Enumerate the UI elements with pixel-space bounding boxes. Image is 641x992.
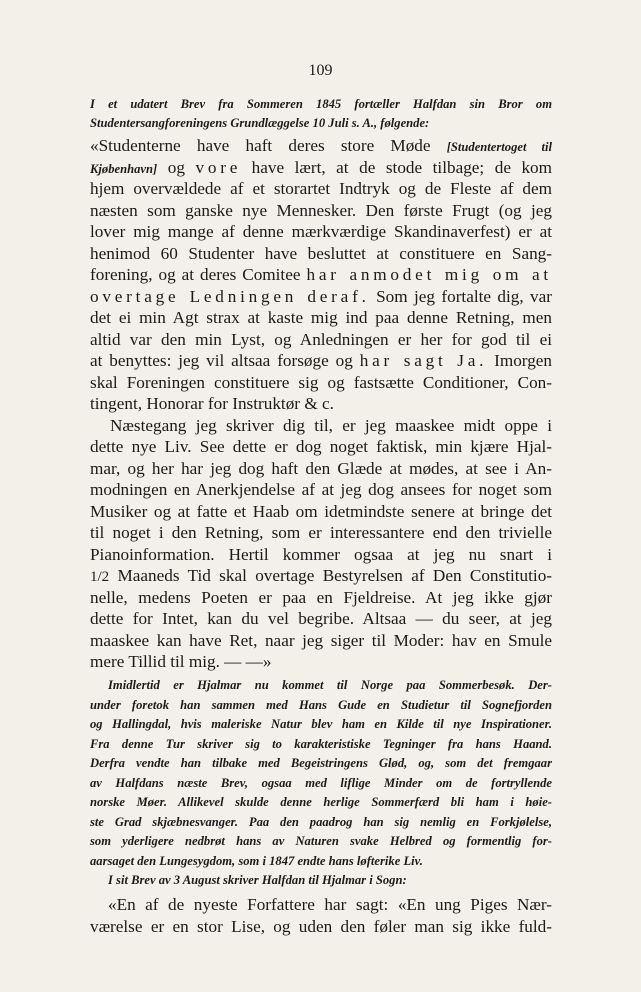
- letter-line: næsten som ganske nye Mennesker. Den første Frugt (og jeg: [90, 201, 552, 220]
- spaced-text: overtage Ledningen deraf.: [90, 287, 370, 306]
- letter-line: [90, 566, 552, 586]
- letter-line: [90, 351, 552, 371]
- narration-line: Derfra vendte han tilbake med Begeistringens Glød, og, som det fremgaar: [90, 756, 552, 770]
- spaced-text: vore: [195, 158, 242, 177]
- letter-line: mar, og her har jeg dog haft den Glæde at mødes, at see i An-: [90, 459, 552, 478]
- letter-line: [90, 287, 552, 307]
- letter-line: det ei min Agt strax at kaste mig ind paa denne Retning, men: [90, 308, 552, 327]
- letter-line: modningen en Anerkjendelse af at jeg dog ansees for noget som: [90, 480, 552, 499]
- letter-line: hjem overvældede af et storartet Indtryk og de Fleste af dem: [90, 179, 552, 198]
- fraction: 1/2: [90, 569, 110, 585]
- letter-line: Musiker og at fatte et Haab om idetmindste senere at bringe det: [90, 502, 552, 521]
- editorial-note: Kjøbenhavn]: [90, 162, 158, 176]
- letter-text: Imorgen: [494, 351, 552, 370]
- letter-line: «En af de nyeste Forfattere har sagt: «En ung Piges Nær-: [108, 895, 552, 914]
- letter-text: Maaneds Tid skal overtage Bestyrelsen af Den Constitutio-: [117, 566, 552, 585]
- narration-line: som yderligere nedbrøt hans av Naturen svake Helbred og formentlig for-: [90, 834, 552, 848]
- letter-line: lover mig mange af denne mærkværdige Skandinaverfest) er at: [90, 222, 552, 241]
- letter-text: Som jeg fortalte dig, var: [376, 287, 552, 306]
- narration-line: aarsaget den Lungesygdom, som i 1847 endte hans løfterike Liv.: [90, 854, 423, 868]
- letter-line: [90, 158, 552, 178]
- narration-line: og Hallingdal, hvis maleriske Natur blev ham en Kilde til nye Inspirationer.: [90, 717, 552, 731]
- letter-line: Pianoinformation. Hertil kommer ogsaa at jeg nu snart i: [90, 545, 552, 564]
- letter-line: nelle, medens Poeten er paa en Fjeldreise. At jeg ikke gjør: [90, 588, 552, 607]
- letter-line: dette for Intet, kan du vel begribe. Altsaa — du seer, at jeg: [90, 609, 552, 628]
- spaced-text: har sagt Ja.: [359, 351, 488, 370]
- letter-line: værelse er en stor Lise, og uden den føler man sig ikke fuld-: [90, 917, 552, 936]
- page-number: 109: [308, 62, 333, 79]
- narration-line: Fra denne Tur skriver sig to karakteristiske Tegninger fra hans Haand.: [90, 737, 552, 751]
- letter-text: at benyttes: jeg vil altsaa forsøge og: [90, 351, 353, 370]
- letter-text: forening, og at deres Comitee: [90, 265, 301, 284]
- letter-line: Næstegang jeg skriver dig til, er jeg maaskee midt oppe i: [110, 416, 552, 435]
- letter-line: [90, 136, 552, 156]
- editorial-note: [Studentertoget til: [446, 140, 552, 154]
- letter-line: tingent, Honorar for Instruktør & c.: [90, 394, 334, 413]
- narration-line: av Halfdans næste Brev, ogsaa med liflige Minder om de fortryllende: [90, 776, 552, 790]
- narration-line: under foretok han sammen med Hans Gude en Studietur til Sognefjorden: [90, 698, 552, 712]
- narration-line: I sit Brev av 3 August skriver Halfdan til Hjalmar i Sogn:: [108, 873, 407, 887]
- letter-text: og: [167, 158, 185, 177]
- letter-line: henimod 60 Studenter have besluttet at constituere en Sang-: [90, 244, 552, 263]
- letter-text: have lært, at de stode tilbage; de kom: [251, 158, 552, 177]
- intro-line: Studentersangforeningens Grundlæggelse 10 Juli s. A., følgende:: [90, 116, 430, 130]
- letter-line: mere Tillid til mig. — —»: [90, 652, 272, 671]
- letter-text: «Studenterne have haft deres store Møde: [90, 136, 431, 155]
- letter-line: altid var den min Lyst, og Anledningen er her for god til ei: [90, 330, 552, 349]
- letter-line: maaskee kan have Ret, naar jeg siger til Moder: hav en Smule: [90, 631, 552, 650]
- narration-line: norske Møer. Allikevel skulde denne herlige Sommerfærd bli ham i høie-: [90, 795, 552, 809]
- intro-line: I et udatert Brev fra Sommeren 1845 fortæller Halfdan sin Bror om: [90, 97, 552, 111]
- letter-line: dette nye Liv. See dette er dog noget faktisk, min kjære Hjal-: [90, 437, 552, 456]
- letter-line: til noget i den Retning, som er interessantere end den trivielle: [90, 523, 552, 542]
- letter-line: [90, 265, 552, 285]
- narration-line: ste Grad skjæbnesvanger. Paa den paadrog han sig nemlig en Forkjølelse,: [90, 815, 552, 829]
- letter-line: skal Foreningen constituere sig og fastsætte Conditioner, Con-: [90, 373, 552, 392]
- narration-line: Imidlertid er Hjalmar nu kommet til Norge paa Sommerbesøk. Der-: [108, 678, 552, 692]
- spaced-text: har anmodet mig om at: [306, 265, 552, 284]
